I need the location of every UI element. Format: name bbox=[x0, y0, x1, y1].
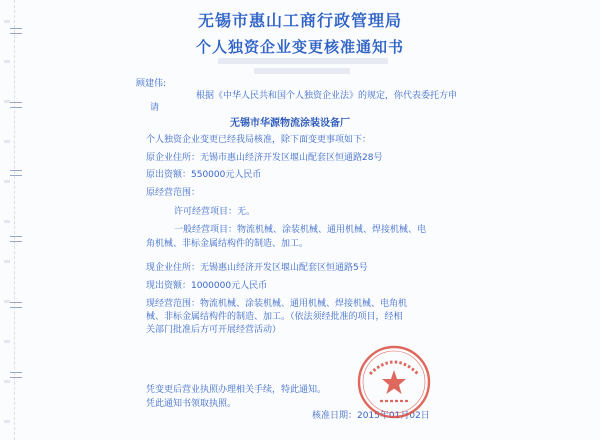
old-scope-label: 原经营范围： bbox=[146, 188, 201, 198]
old-address: 原企业住所：无锡市惠山经济开发区堰山配套区恒通路28号 bbox=[146, 153, 383, 163]
new-capital: 现出资额：1000000元人民币 bbox=[146, 281, 268, 291]
new-scope-line-3: 关部门批准后方可开展经营活动） bbox=[146, 325, 282, 335]
document-title: 个人独资企业变更核准通知书 bbox=[195, 38, 404, 56]
old-capital: 原出资额：550000元人民币 bbox=[146, 170, 262, 180]
margin-mark bbox=[10, 302, 22, 308]
reference-number-line bbox=[218, 58, 388, 64]
footer-notice-line-1: 凭变更后营业执照办理相关手续，特此通知。 bbox=[146, 385, 327, 395]
old-permit-items: 许可经营项目：无。 bbox=[174, 207, 256, 217]
intro-text-line-2: 请 bbox=[150, 103, 160, 113]
seal-stamp-icon bbox=[356, 344, 432, 420]
new-scope-line-1: 现经营范围：物流机械、涂装机械、通用机械、焊接机械、电角机 bbox=[146, 299, 408, 309]
old-general-items-line-2: 角机械、非标金属结构件的制造、加工。 bbox=[146, 239, 309, 249]
addressee: 顾建伟: bbox=[136, 79, 167, 89]
margin-mark bbox=[10, 102, 22, 108]
margin-mark bbox=[10, 372, 22, 378]
approval-statement: 个人独资企业变更已经我局核准，除下面变更事项如下： bbox=[146, 135, 372, 145]
footer-notice-line-2: 凭此通知书领取执照。 bbox=[146, 399, 237, 409]
registration-number-line bbox=[254, 68, 350, 74]
old-general-items-line-1: 一般经营项目：物流机械、涂装机械、通用机械、焊接机械、电 bbox=[174, 225, 427, 235]
margin-mark bbox=[10, 170, 22, 176]
company-name: 无锡市华源物流涂装设备厂 bbox=[230, 118, 350, 129]
issuing-authority: 无锡市惠山工商行政管理局 bbox=[197, 11, 402, 30]
intro-text-line-1: 根据《中华人民共和国个人独资企业法》的规定，你代表委托方申 bbox=[196, 91, 458, 101]
new-address: 现企业住所：无锡惠山经济开发区堰山配套区恒通路5号 bbox=[146, 263, 368, 273]
official-seal bbox=[356, 344, 432, 420]
margin-mark bbox=[10, 236, 22, 242]
approval-date: 核准日期：2015年01月02日 bbox=[312, 411, 430, 421]
new-scope-line-2: 械、非标金属结构件的制造、加工。（依法须经批准的项目，经相 bbox=[146, 312, 403, 322]
